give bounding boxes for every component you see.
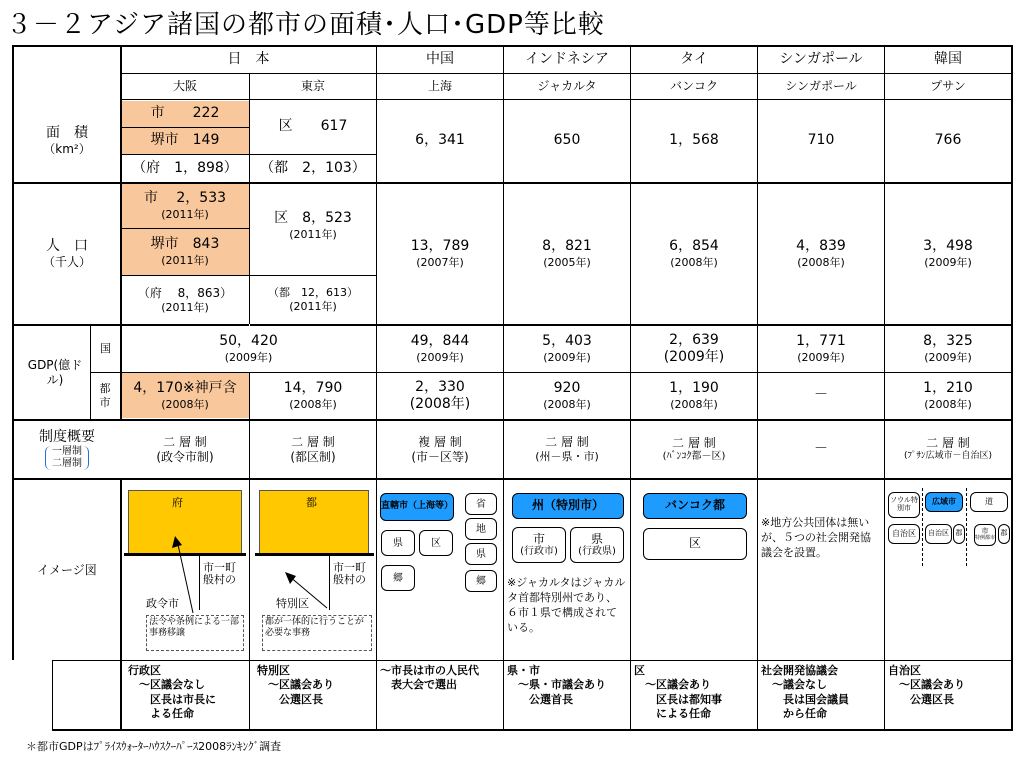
header-busan: プサン (930, 79, 966, 93)
sh-go-box: 郷 (381, 565, 415, 591)
jk-ken-sub: (行政県) (578, 546, 616, 558)
bottom-singapore-line: から任命 (761, 706, 827, 720)
bottom-bangkok-line: 区長は都知事 (634, 692, 722, 706)
sg-note: ※地方公共団体は無いが、５つの社会開発協議会を設置。 (761, 516, 871, 559)
sh-chi-box: 地 (465, 518, 497, 540)
header-bangkok: バンコク (669, 79, 718, 93)
bottom-bangkok-line: による任命 (634, 706, 711, 720)
pop-tokyo-metro: （都 12，613） (268, 286, 358, 300)
gdp-thailand-country-year: (2009年) (663, 349, 725, 365)
system-tokyo-cell (250, 421, 376, 478)
area-bangkok: 1，568 (669, 132, 719, 149)
gdp-busan-city-cell (885, 373, 1011, 419)
pop-osaka-city-year: (2011年) (161, 207, 209, 221)
gdp-jakarta-city-cell (504, 373, 630, 419)
tokyo-diagram-ward: 特別区 (276, 597, 309, 610)
sh-city-box: 直轄市（上海等） (380, 493, 454, 521)
area-label: 面 積 (46, 124, 88, 141)
gdp-shanghai-city-year: (2008年) (409, 396, 471, 412)
header-china: 中国 (426, 50, 454, 67)
jk-city-sub: (行政市) (520, 546, 558, 558)
system-busan-cell (885, 421, 1011, 478)
pop-sakai-cell (121, 229, 249, 275)
bk-ku-box: 区 (643, 528, 747, 560)
system-jakarta-sub: (州－県・市) (535, 450, 599, 464)
pop-busan-year: (2009年) (924, 255, 972, 269)
tokyo-diagram-other: 市一町般村の (333, 561, 366, 587)
bs-dash-2 (966, 488, 967, 566)
osaka-diagram-city: 政令市 (146, 597, 179, 610)
bottom-osaka-line: ～区議会なし (128, 678, 205, 692)
bottom-busan-line: 自治区 (888, 664, 921, 677)
tokyo-diagram-note: 都が一体的に行うことが必要な事務 (262, 615, 372, 651)
pop-osaka-city: 市 2，533 (143, 190, 227, 207)
system-bangkok: 二 層 制 (672, 435, 716, 450)
gdp-thailand-country-cell (631, 326, 757, 372)
osaka-diagram-other: 市一町般村の (203, 561, 236, 587)
system-busan: 二 層 制 (926, 436, 970, 451)
footnote: ＊都市GDPはﾌﾟﾗｲｽｳｫｰﾀｰﾊｳｽｸｰﾊﾟｰｽ2008ﾗﾝｷﾝｸﾞ調査 (26, 740, 282, 753)
sh-prov-box: 省 (465, 493, 497, 515)
area-osaka-pref: （府 1，898） (132, 159, 238, 176)
area-shanghai: 6，341 (415, 132, 465, 149)
area-unit: （km²） (43, 142, 91, 157)
osaka-arrow-icon (125, 488, 247, 658)
area-jakarta: 650 (553, 132, 581, 149)
header-japan: 日 本 (227, 50, 270, 67)
area-label-cell (14, 100, 120, 182)
jk-ken-box (570, 527, 624, 563)
osaka-diagram-pref: 府 (172, 496, 183, 509)
pop-jakarta-cell (504, 184, 630, 324)
population-unit: （千人） (42, 255, 91, 270)
pop-jakarta: 8，821 (542, 238, 592, 255)
system-singapore: － (814, 440, 828, 457)
gdp-osaka-city-year: (2008年) (161, 397, 209, 411)
gdp-korea-country-cell (885, 326, 1011, 372)
system-label: 制度概要 (39, 428, 95, 445)
sh-ken2-box: 県 (465, 543, 497, 565)
gdp-tokyo-city-cell (250, 373, 376, 419)
gdp-country-label: 国 (100, 342, 111, 356)
area-sakai: 堺市 149 (150, 132, 220, 149)
jk-prov-box: 州（特別市） (512, 493, 624, 519)
gdp-japan-country: 50，420 (219, 333, 278, 350)
pop-singapore-cell (758, 184, 884, 324)
pop-bangkok: 6，854 (669, 238, 719, 255)
gdp-indonesia-country: 5，403 (542, 333, 592, 350)
system-sub-bracket (45, 446, 89, 470)
pop-sakai: 堺市 843 (150, 236, 220, 253)
gdp-osaka-city: 4，170※神戸含 (133, 380, 237, 397)
population-label: 人 口 (46, 237, 88, 254)
bottom-osaka-line: 区長は市長に (128, 692, 216, 706)
bottom-busan-line: ～区議会あり (888, 678, 965, 692)
bottom-osaka-line: よる任命 (128, 706, 194, 720)
bottom-singapore-line: 社会開発協議会 (761, 664, 838, 677)
gdp-bangkok-city: 1，190 (669, 380, 719, 397)
bs-gun2-box: 郡 (998, 524, 1010, 544)
gdp-singapore-country-cell (758, 326, 884, 372)
header-shanghai: 上海 (427, 79, 452, 93)
sh-ku-box: 区 (419, 530, 453, 556)
bs-shi-box (974, 524, 996, 546)
gdp-korea-country: 8，325 (923, 333, 973, 350)
image-label: イメージ図 (37, 562, 97, 577)
system-shanghai-cell (377, 421, 503, 478)
pop-tokyo-metro-year: (2011年) (289, 300, 337, 313)
bs-do-box: 道 (970, 492, 1008, 512)
bottom-bangkok-line: 区 (634, 664, 645, 677)
bs-wide-box: 広域市 (925, 492, 963, 512)
jk-city-box (512, 527, 566, 563)
system-bangkok-cell (631, 421, 757, 478)
pop-bangkok-cell (631, 184, 757, 324)
tokyo-arrow-icon (255, 488, 375, 658)
pop-bangkok-year: (2008年) (670, 255, 718, 269)
bottom-jakarta-line: ～県・市議会あり (507, 678, 606, 692)
gdp-jakarta-city: 920 (553, 380, 581, 397)
jk-ken: 県 (590, 531, 603, 546)
system-sub2: 二層制 (52, 458, 82, 470)
sh-ken-box: 県 (381, 530, 415, 556)
gdp-bangkok-city-cell (631, 373, 757, 419)
bottom-singapore-line: ～議会なし (761, 678, 827, 692)
bs-seoul-box: ソウル特別市 (888, 492, 920, 518)
bottom-tokyo-line: ～区議会あり (257, 678, 334, 692)
system-bangkok-sub: (ﾊﾞﾝｺｸ都－区) (662, 450, 726, 462)
bs-gun-box: 郡 (953, 524, 965, 544)
system-tokyo-sub: (都区制) (290, 449, 336, 464)
gdp-jakarta-city-year: (2008年) (543, 397, 591, 411)
bottom-singapore-line: 長は国会議員 (761, 692, 849, 706)
tokyo-diagram-metro: 都 (306, 496, 317, 509)
bottom-busan-line: 公選区長 (888, 692, 954, 706)
system-jakarta: 二 層 制 (545, 435, 589, 450)
header-tokyo: 東京 (300, 79, 325, 93)
gdp-singapore-country-year: (2009年) (797, 350, 845, 364)
bottom-osaka-line: 行政区 (128, 664, 161, 677)
header-korea: 韓国 (934, 50, 962, 67)
gdp-tokyo-city: 14，790 (283, 380, 343, 397)
pop-sakai-year: (2011年) (161, 253, 209, 267)
pop-singapore-year: (2008年) (797, 255, 845, 269)
gdp-busan-city: 1，210 (923, 380, 973, 397)
bs-jichiku2-box: 自治区 (925, 524, 952, 544)
jk-city: 市 (532, 531, 545, 546)
system-osaka-sub: (政令市制) (156, 449, 214, 464)
bottom-bangkok (634, 664, 722, 721)
pop-busan-cell (885, 184, 1011, 324)
gdp-bangkok-city-year: (2008年) (670, 397, 718, 411)
pop-osaka-pref-cell (121, 276, 249, 324)
header-singapore: シンガポール (779, 50, 863, 67)
system-label-cell (14, 421, 120, 478)
system-busan-sub: (ﾌﾟｻﾝ広域市－自治区) (903, 451, 993, 462)
pop-shanghai: 13，789 (410, 238, 470, 255)
gdp-china-country: 49，844 (410, 333, 470, 350)
gdp-shanghai-city: 2，330 (415, 378, 465, 395)
gdp-singapore-country: 1，771 (796, 333, 846, 350)
gdp-japan-country-year: (2009年) (224, 350, 273, 364)
pop-tokyo-ward-cell (250, 184, 376, 275)
gdp-busan-city-year: (2008年) (924, 397, 972, 411)
bk-metro-box: バンコク都 (643, 493, 747, 519)
gdp-china-country-year: (2009年) (416, 350, 464, 364)
header-indonesia: インドネシア (525, 50, 609, 67)
population-label-cell (14, 184, 120, 324)
pop-osaka-pref-year: (2011年) (161, 300, 209, 314)
bottom-jakarta-line: 県・市 (507, 664, 540, 677)
pop-tokyo-ward-year: (2011年) (289, 227, 337, 241)
system-tokyo: 二 層 制 (291, 434, 335, 449)
header-singapore-city: シンガポール (785, 79, 857, 93)
bottom-shanghai (380, 664, 479, 693)
gdp-shanghai-city-cell (377, 373, 503, 419)
jk-note: ※ジャカルタはジャカルタ首都特別州であり、６市１県で構成されている。 (507, 576, 626, 634)
bottom-jakarta-line: 公選首長 (507, 692, 573, 706)
bs-special: 特例都市 (975, 535, 996, 542)
area-tokyo-ward: 区 617 (278, 118, 348, 135)
pop-shanghai-cell (377, 184, 503, 324)
bottom-shanghai-line: ～市長は市の人民代 (380, 664, 479, 677)
bottom-tokyo-line: 公選区長 (257, 692, 323, 706)
bottom-jakarta (507, 664, 606, 707)
pop-tokyo-metro-cell (250, 276, 376, 324)
pop-shanghai-year: (2007年) (416, 255, 464, 269)
gdp-singapore-city: － (814, 387, 828, 404)
header-osaka: 大阪 (172, 79, 197, 93)
area-busan: 766 (934, 132, 962, 149)
bottom-shanghai-line: 表大会で選出 (380, 678, 457, 692)
gdp-label: GDP(億ドル) (27, 358, 83, 387)
gdp-korea-country-year: (2009年) (924, 350, 972, 364)
gdp-indonesia-country-year: (2009年) (543, 350, 591, 364)
bs-dash-1 (922, 488, 923, 566)
pop-tokyo-ward: 区 8，523 (274, 210, 352, 226)
gdp-city-label: 都市 (99, 382, 111, 409)
gdp-thailand-country: 2，639 (669, 331, 719, 348)
system-jakarta-cell (504, 421, 630, 478)
osaka-diagram-note: 法令や条例による一部事務移譲 (146, 615, 244, 651)
system-shanghai: 複 層 制 (418, 434, 462, 449)
area-singapore: 710 (807, 132, 835, 149)
pop-osaka-pref: （府 8，863） (137, 285, 233, 300)
pop-singapore: 4，839 (796, 238, 846, 255)
bottom-singapore (761, 664, 849, 721)
system-osaka-cell (121, 421, 249, 478)
bottom-busan (888, 664, 965, 707)
page-title: ３－２アジア諸国の都市の面積･人口･GDP等比較 (6, 10, 605, 40)
bottom-bangkok-line: ～区議会あり (634, 678, 711, 692)
bottom-tokyo-line: 特別区 (257, 664, 290, 677)
gdp-indonesia-country-cell (504, 326, 630, 372)
pop-busan: 3，498 (923, 238, 973, 255)
area-tokyo-metro: （都 2，103） (260, 159, 366, 176)
pop-jakarta-year: (2005年) (543, 255, 591, 269)
pop-osaka-city-cell (121, 184, 249, 228)
header-jakarta: ジャカルタ (537, 79, 597, 93)
system-osaka: 二 層 制 (163, 434, 207, 449)
gdp-china-country-cell (377, 326, 503, 372)
area-osaka-city: 市 222 (150, 104, 220, 121)
sh-go2-box: 郷 (465, 570, 497, 592)
header-thailand: タイ (680, 50, 708, 67)
bottom-tokyo (257, 664, 334, 707)
bs-shi: 市 (981, 527, 989, 536)
gdp-tokyo-city-year: (2008年) (289, 397, 337, 411)
gdp-japan-country-cell (121, 326, 376, 372)
bottom-osaka (128, 664, 216, 721)
gdp-osaka-city-cell (121, 373, 249, 419)
bs-jichiku-box: 自治区 (888, 524, 920, 544)
system-shanghai-sub: (市－区等) (411, 449, 469, 464)
system-sub1: 一層制 (52, 446, 82, 458)
